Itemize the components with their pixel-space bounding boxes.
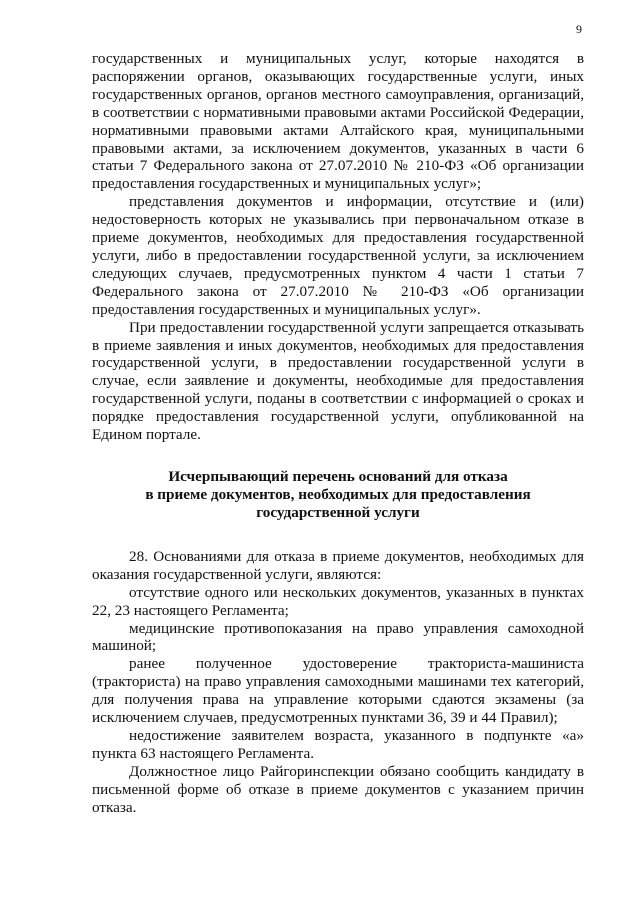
paragraph-ground-missing-documents: отсутствие одного или нескольких документов, указанных в пунктах 22, 23 настоящего Регламента; <box>92 583 584 619</box>
paragraph-documents-information: представления документов и информации, отсутствие и (или) недостоверность которых не указывались при первоначальном отказе в приеме документов, необходимых для предоставления государственной услуги, либо в предоставлении государственной услуги, за исключением следующих случаев, предусмотренных пунктом 4 части 1 статьи 7 Федерального закона от 27.07.2010 № 210-ФЗ «Об организации предоставления государственных и муниципальных услуг». <box>92 193 584 318</box>
section-heading-line: государственной услуги <box>256 503 420 521</box>
paragraph-ground-existing-license: ранее полученное удостоверение тракториста-машиниста (тракториста) на право управления самоходными машинами тех категорий, для получения права на управление которыми сдаются экзамены (за исключением случаев, предусмотренных пунктами 36, 39 и 44 Правил); <box>92 655 584 727</box>
paragraph-ground-medical: медицинские противопоказания на право управления самоходной машиной; <box>92 619 584 655</box>
paragraph-item-28: 28. Основаниями для отказа в приеме документов, необходимых для оказания государственной услуги, являются: <box>92 547 584 583</box>
section-heading <box>92 468 584 522</box>
paragraph-official-duty: Должностное лицо Райгоринспекции обязано сообщить кандидату в письменной форме об отказе в приеме документов с указанием причин отказа. <box>92 762 584 816</box>
paragraph-prohibition: При предоставлении государственной услуги запрещается отказывать в приеме заявления и иных документов, необходимых для предоставления государственной услуги, в предоставлении государственной услуги в случае, если заявление и документы, необходимые для предоставления государственной услуги, поданы в соответствии с информацией о сроках и порядке предоставления государственной услуги, опубликованной на Едином портале. <box>92 318 584 444</box>
section-heading-line: Исчерпывающий перечень оснований для отказа <box>168 467 508 485</box>
paragraph-continuation: государственных и муниципальных услуг, которые находятся в распоряжении органов, оказывающих государственные услуги, иных государственных органов, органов местного самоуправления, организаций, в соответствии с нормативными правовыми актами Российской Федерации, нормативными правовыми актами Алтайского края, муниципальными правовыми актами, за исключением документов, указанных в части 6 статьи 7 Федерального закона от 27.07.2010 № 210-ФЗ «Об организации предоставления государственных и муниципальных услуг»; <box>92 50 584 193</box>
document-body <box>92 50 584 817</box>
paragraph-ground-age: недостижение заявителем возраста, указанного в подпункте «а» пункта 63 настоящего Регламента. <box>92 727 584 762</box>
page-number: 9 <box>576 22 582 36</box>
section-heading-line: в приеме документов, необходимых для предоставления <box>145 485 531 503</box>
